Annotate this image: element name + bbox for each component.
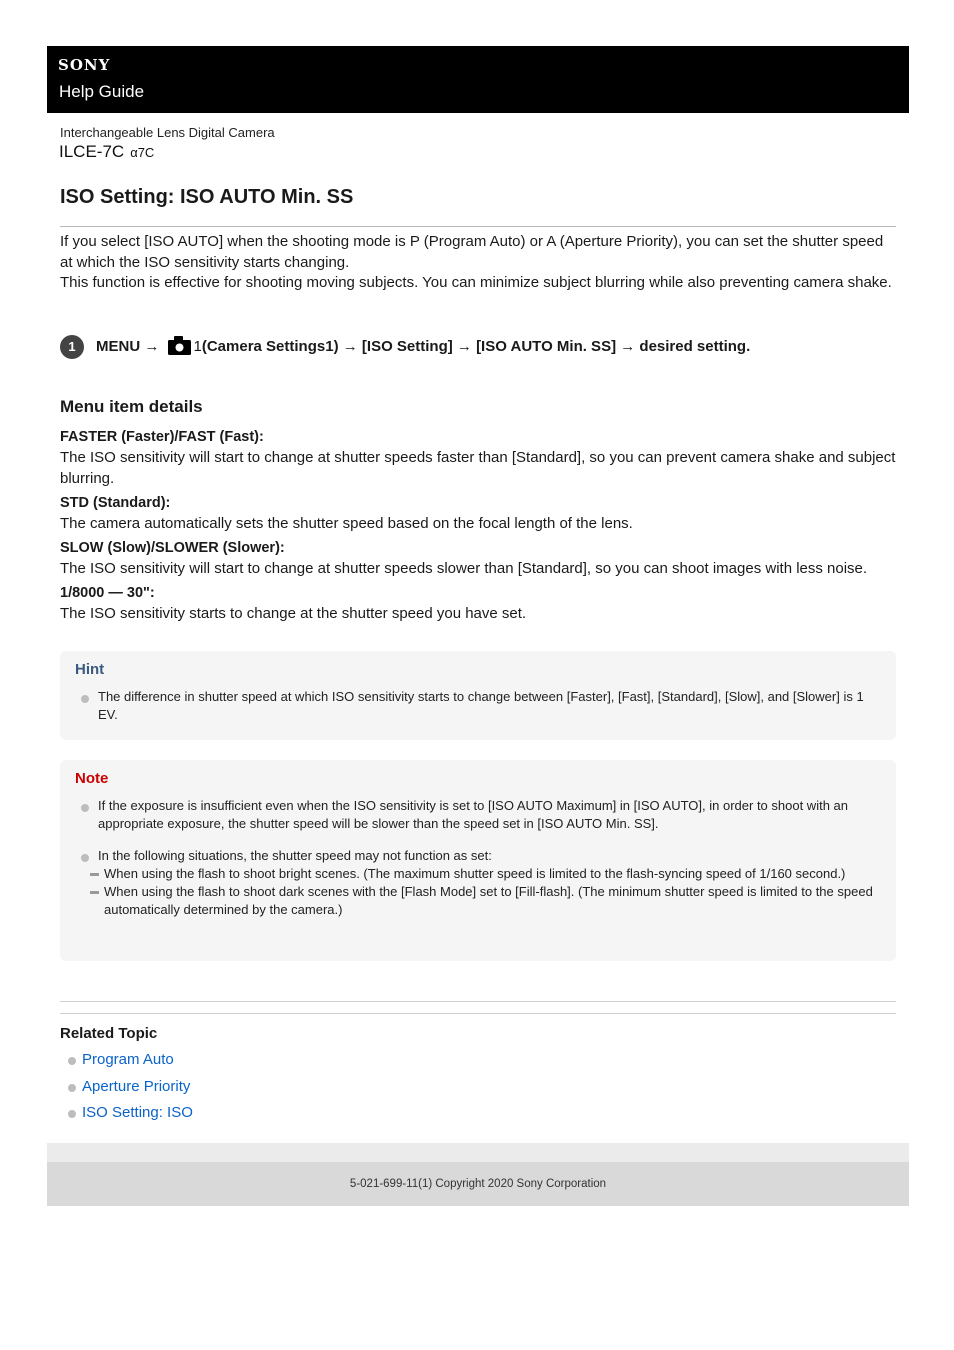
camera-settings-icon-number: 1	[193, 338, 202, 355]
intro-text	[60, 232, 896, 294]
sony-logo: SONY	[58, 56, 111, 74]
help-guide-label: Help Guide	[59, 82, 145, 101]
hint-title: Hint	[75, 661, 105, 678]
detail-description: The ISO sensitivity will start to change at shutter speeds slower than [Standard], so you can shoot images with less noise.	[60, 560, 868, 577]
note-box	[60, 760, 896, 961]
related-topic-item	[60, 1047, 193, 1074]
menu-item-details-title: Menu item details	[60, 397, 203, 416]
section-divider	[60, 1013, 896, 1014]
menu-item-details	[60, 427, 896, 628]
related-topic-item	[60, 1074, 193, 1101]
detail-term: STD (Standard):	[60, 495, 171, 511]
bullet-icon	[81, 695, 89, 703]
model-alpha-name: α7C	[130, 145, 155, 160]
note-item	[75, 847, 883, 917]
related-topic-item	[60, 1100, 193, 1127]
note-subitem-text: When using the flash to shoot bright scenes. (The maximum shutter speed is limited to the flash-syncing speed of 1/160 second.)	[104, 866, 846, 881]
note-title: Note	[75, 770, 109, 787]
note-item	[75, 797, 883, 833]
section-divider	[60, 1001, 896, 1002]
note-list	[75, 797, 883, 917]
page-header	[47, 46, 909, 113]
title-divider	[60, 226, 896, 227]
related-link-program-auto[interactable]: Program Auto	[82, 1051, 174, 1068]
footer-band	[47, 1143, 909, 1162]
bullet-icon	[68, 1084, 76, 1092]
note-sublist	[90, 865, 898, 919]
note-item-text: If the exposure is insufficient even when the ISO sensitivity is set to [ISO AUTO Maximum] in [ISO AUTO], in order to shoot with an appropriate exposure, the shutter speed will be slower than the speed set in [ISO AUTO Min. SS].	[98, 798, 848, 831]
bullet-icon	[68, 1057, 76, 1065]
copyright-text: 5-021-699-11(1) Copyright 2020 Sony Corporation	[349, 1178, 607, 1190]
detail-term: SLOW (Slow)/SLOWER (Slower):	[60, 540, 285, 556]
note-subitem	[90, 865, 898, 883]
detail-description: The ISO sensitivity starts to change at the shutter speed you have set.	[60, 605, 527, 622]
step-menu-path: (Camera Settings1) → [ISO Setting] → [ISO AUTO Min. SS] → desired setting.	[201, 338, 751, 355]
hint-item-text: The difference in shutter speed at which ISO sensitivity starts to change between [Faster], [Fast], [Standard], [Slow], and [Slower] is 1 EV.	[98, 689, 864, 722]
related-link-iso-setting-iso[interactable]: ISO Setting: ISO	[82, 1104, 193, 1121]
bullet-icon	[68, 1110, 76, 1118]
related-topic-list	[60, 1047, 193, 1127]
detail-description: The camera automatically sets the shutter speed based on the focal length of the lens.	[60, 515, 633, 532]
step-number-badge: 1	[60, 335, 84, 359]
step-menu-label: MENU →	[96, 338, 160, 355]
hint-item	[75, 688, 883, 724]
intro-paragraph-2: This function is effective for shooting moving subjects. You can minimize subject blurring while also preventing camera shake.	[60, 274, 892, 291]
product-model	[59, 142, 154, 162]
note-item-text: In the following situations, the shutter speed may not function as set:	[98, 848, 492, 863]
procedure-step-1	[60, 333, 896, 363]
detail-description: The ISO sensitivity will start to change at shutter speeds faster than [Standard], so you can prevent camera shake and subject blurring.	[60, 449, 896, 487]
note-subitem-text: When using the flash to shoot dark scenes with the [Flash Mode] set to [Fill-flash]. (The minimum shutter speed is limited to the speed automatically determined by the camera.)	[104, 884, 873, 917]
dash-bullet-icon	[90, 891, 99, 894]
page-title: ISO Setting: ISO AUTO Min. SS	[60, 186, 354, 208]
hint-box	[60, 651, 896, 740]
related-topic-title: Related Topic	[60, 1025, 158, 1042]
step-instruction	[96, 335, 750, 359]
product-category: Interchangeable Lens Digital Camera	[60, 125, 275, 140]
detail-term: FASTER (Faster)/FAST (Fast):	[60, 429, 264, 445]
model-code: ILCE-7C	[59, 142, 125, 161]
camera-settings-icon	[168, 335, 194, 359]
related-link-aperture-priority[interactable]: Aperture Priority	[82, 1077, 191, 1095]
dash-bullet-icon	[90, 873, 99, 876]
note-subitem	[90, 883, 898, 919]
page-footer	[47, 1162, 909, 1206]
bullet-icon	[81, 854, 89, 862]
bullet-icon	[81, 804, 89, 812]
hint-list	[75, 688, 883, 724]
detail-term: 1/8000 — 30":	[60, 585, 155, 601]
intro-paragraph-1: If you select [ISO AUTO] when the shooting mode is P (Program Auto) or A (Aperture Priority), you can set the shutter speed at which the ISO sensitivity starts changing.	[60, 233, 884, 271]
